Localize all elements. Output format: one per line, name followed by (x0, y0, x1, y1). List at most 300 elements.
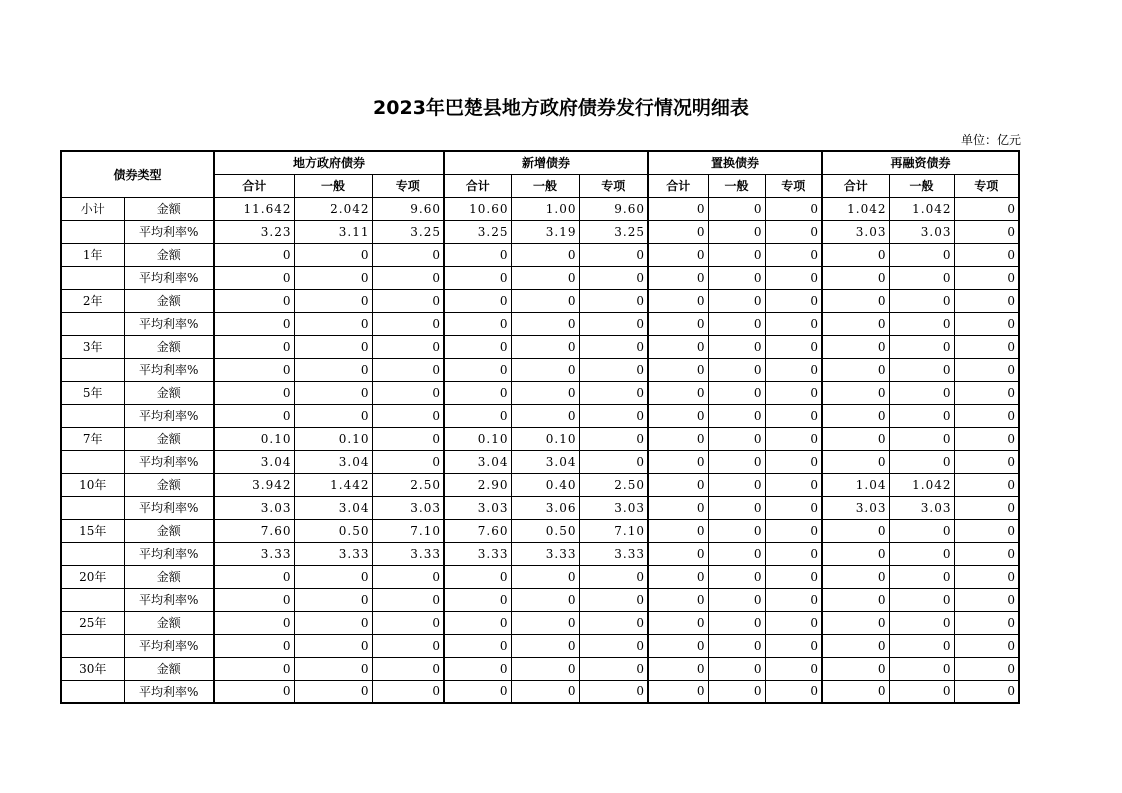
value-cell: 3.33 (214, 542, 294, 565)
value-cell: 0 (765, 450, 822, 473)
value-cell: 0 (372, 588, 444, 611)
value-cell: 0 (372, 358, 444, 381)
sub-header: 专项 (372, 174, 444, 197)
value-cell: 0 (708, 611, 765, 634)
value-cell: 0 (889, 381, 954, 404)
value-cell: 0 (511, 312, 579, 335)
value-cell: 0 (214, 404, 294, 427)
value-cell: 10.60 (444, 197, 511, 220)
value-cell: 0 (511, 680, 579, 703)
unit-label: 单位：亿元 (960, 133, 1021, 147)
value-cell: 0 (294, 312, 372, 335)
value-cell: 0 (648, 680, 708, 703)
value-cell: 0 (765, 565, 822, 588)
value-cell: 0 (822, 565, 889, 588)
value-cell: 0 (444, 381, 511, 404)
value-cell: 0 (765, 358, 822, 381)
metric-cell: 平均利率% (124, 680, 214, 703)
value-cell: 0 (214, 358, 294, 381)
value-cell: 0 (708, 197, 765, 220)
value-cell: 0 (579, 611, 648, 634)
value-cell: 3.25 (579, 220, 648, 243)
value-cell: 0 (648, 657, 708, 680)
value-cell: 0 (579, 634, 648, 657)
value-cell: 0 (954, 611, 1019, 634)
value-cell: 0 (954, 427, 1019, 450)
page-title: 2023年巴楚县地方政府债券发行情况明细表 (373, 97, 749, 119)
term-cell: 10年 (61, 473, 124, 496)
value-cell: 0 (954, 657, 1019, 680)
term-cell: 1年 (61, 243, 124, 266)
metric-cell: 平均利率% (124, 312, 214, 335)
metric-cell: 金额 (124, 473, 214, 496)
value-cell: 0 (372, 657, 444, 680)
value-cell: 3.25 (444, 220, 511, 243)
value-cell: 0 (444, 404, 511, 427)
value-cell: 0 (294, 381, 372, 404)
value-cell: 0 (765, 243, 822, 266)
value-cell: 0 (444, 680, 511, 703)
value-cell: 0 (889, 450, 954, 473)
value-cell: 3.06 (511, 496, 579, 519)
value-cell: 0 (765, 542, 822, 565)
value-cell: 0 (708, 542, 765, 565)
value-cell: 3.04 (511, 450, 579, 473)
value-cell: 0 (511, 358, 579, 381)
table-row (61, 473, 1019, 496)
table-row (61, 381, 1019, 404)
value-cell: 0 (648, 427, 708, 450)
term-cell: 小计 (61, 197, 124, 220)
value-cell: 3.33 (511, 542, 579, 565)
value-cell: 0 (372, 680, 444, 703)
value-cell: 0 (889, 519, 954, 542)
value-cell: 1.042 (889, 197, 954, 220)
value-cell: 0 (765, 289, 822, 312)
term-cell: 3年 (61, 335, 124, 358)
metric-cell: 平均利率% (124, 450, 214, 473)
value-cell: 0 (765, 335, 822, 358)
value-cell: 3.11 (294, 220, 372, 243)
value-cell: 0 (822, 634, 889, 657)
term-cell: 2年 (61, 289, 124, 312)
sub-header: 合计 (214, 174, 294, 197)
value-cell: 0 (444, 289, 511, 312)
metric-cell: 金额 (124, 519, 214, 542)
value-cell: 11.642 (214, 197, 294, 220)
value-cell: 0 (579, 335, 648, 358)
value-cell: 0 (648, 358, 708, 381)
value-cell: 0 (294, 588, 372, 611)
value-cell: 0 (765, 588, 822, 611)
value-cell: 0 (708, 358, 765, 381)
value-cell: 0 (954, 243, 1019, 266)
value-cell: 0 (954, 680, 1019, 703)
value-cell: 0 (889, 335, 954, 358)
metric-cell: 金额 (124, 289, 214, 312)
value-cell: 0 (765, 611, 822, 634)
metric-cell: 平均利率% (124, 404, 214, 427)
sub-header: 一般 (708, 174, 765, 197)
value-cell: 0 (954, 197, 1019, 220)
value-cell: 0 (765, 220, 822, 243)
value-cell: 0 (372, 634, 444, 657)
value-cell: 0 (294, 565, 372, 588)
value-cell: 0 (889, 657, 954, 680)
sub-header: 合计 (648, 174, 708, 197)
value-cell: 0.10 (511, 427, 579, 450)
value-cell: 0 (822, 404, 889, 427)
value-cell: 0 (954, 634, 1019, 657)
value-cell: 0 (708, 427, 765, 450)
value-cell: 0 (511, 588, 579, 611)
value-cell: 0 (372, 450, 444, 473)
value-cell: 0 (214, 657, 294, 680)
value-cell: 0 (648, 634, 708, 657)
value-cell: 0 (648, 335, 708, 358)
metric-cell: 平均利率% (124, 588, 214, 611)
table-row (61, 565, 1019, 588)
value-cell: 0 (444, 335, 511, 358)
value-cell: 0 (822, 312, 889, 335)
table-row (61, 588, 1019, 611)
table-row (61, 450, 1019, 473)
term-cell: 30年 (61, 657, 124, 680)
bond-issuance-table (60, 150, 1020, 704)
value-cell: 3.33 (294, 542, 372, 565)
value-cell: 0 (511, 657, 579, 680)
sub-header: 合计 (444, 174, 511, 197)
metric-cell: 金额 (124, 197, 214, 220)
value-cell: 0 (822, 657, 889, 680)
value-cell: 0 (372, 243, 444, 266)
value-cell: 0 (708, 565, 765, 588)
table-row (61, 266, 1019, 289)
term-cell (61, 358, 124, 381)
table-body (61, 197, 1019, 703)
value-cell: 0 (579, 289, 648, 312)
value-cell: 0 (294, 358, 372, 381)
value-cell: 0 (214, 634, 294, 657)
value-cell: 0 (294, 266, 372, 289)
group-header-local-gov: 地方政府债券 (214, 151, 444, 174)
value-cell: 0 (648, 496, 708, 519)
value-cell: 0 (765, 427, 822, 450)
value-cell: 0 (579, 404, 648, 427)
value-cell: 0 (444, 657, 511, 680)
value-cell: 1.442 (294, 473, 372, 496)
value-cell: 0 (372, 381, 444, 404)
value-cell: 0 (372, 427, 444, 450)
metric-cell: 金额 (124, 335, 214, 358)
value-cell: 0 (372, 266, 444, 289)
value-cell: 3.04 (294, 496, 372, 519)
value-cell: 0 (579, 427, 648, 450)
value-cell: 3.04 (444, 450, 511, 473)
sub-header: 一般 (294, 174, 372, 197)
value-cell: 0 (648, 542, 708, 565)
value-cell: 9.60 (372, 197, 444, 220)
value-cell: 0 (648, 611, 708, 634)
metric-cell: 平均利率% (124, 358, 214, 381)
value-cell: 3.03 (889, 496, 954, 519)
value-cell: 0 (648, 243, 708, 266)
term-cell (61, 220, 124, 243)
value-cell: 0 (765, 381, 822, 404)
value-cell: 0 (214, 335, 294, 358)
value-cell: 0 (372, 335, 444, 358)
term-cell: 5年 (61, 381, 124, 404)
term-cell (61, 450, 124, 473)
value-cell: 3.04 (294, 450, 372, 473)
value-cell: 0 (511, 404, 579, 427)
value-cell: 0 (511, 266, 579, 289)
sub-header: 合计 (822, 174, 889, 197)
value-cell: 0 (294, 611, 372, 634)
value-cell: 7.60 (444, 519, 511, 542)
table-row (61, 657, 1019, 680)
value-cell: 0 (954, 404, 1019, 427)
metric-cell: 平均利率% (124, 496, 214, 519)
sub-header: 专项 (579, 174, 648, 197)
value-cell: 7.10 (372, 519, 444, 542)
value-cell: 0 (648, 220, 708, 243)
value-cell: 0 (765, 404, 822, 427)
corner-header: 债券类型 (61, 151, 214, 197)
value-cell: 3.33 (579, 542, 648, 565)
value-cell: 0 (708, 266, 765, 289)
value-cell: 0 (708, 450, 765, 473)
value-cell: 3.03 (822, 220, 889, 243)
sub-header: 一般 (511, 174, 579, 197)
value-cell: 0 (954, 450, 1019, 473)
value-cell: 0 (648, 565, 708, 588)
table-row (61, 404, 1019, 427)
value-cell: 0 (444, 266, 511, 289)
value-cell: 0 (765, 657, 822, 680)
value-cell: 0 (444, 588, 511, 611)
value-cell: 1.04 (822, 473, 889, 496)
value-cell: 0 (708, 657, 765, 680)
value-cell: 0 (822, 243, 889, 266)
value-cell: 0 (954, 588, 1019, 611)
value-cell: 0 (708, 680, 765, 703)
value-cell: 0 (214, 266, 294, 289)
value-cell: 0.10 (294, 427, 372, 450)
value-cell: 0 (889, 358, 954, 381)
value-cell: 0.50 (294, 519, 372, 542)
group-header-replacement: 置换债券 (648, 151, 822, 174)
metric-cell: 平均利率% (124, 542, 214, 565)
value-cell: 7.10 (579, 519, 648, 542)
metric-cell: 金额 (124, 243, 214, 266)
value-cell: 0 (765, 519, 822, 542)
term-cell (61, 266, 124, 289)
value-cell: 0 (444, 243, 511, 266)
term-cell (61, 404, 124, 427)
value-cell: 0 (765, 312, 822, 335)
value-cell: 0 (214, 611, 294, 634)
value-cell: 0 (708, 335, 765, 358)
value-cell: 0 (822, 680, 889, 703)
value-cell: 3.33 (372, 542, 444, 565)
value-cell: 0 (765, 473, 822, 496)
metric-cell: 平均利率% (124, 220, 214, 243)
value-cell: 2.50 (579, 473, 648, 496)
value-cell: 0 (822, 588, 889, 611)
value-cell: 0 (889, 404, 954, 427)
value-cell: 0 (954, 381, 1019, 404)
group-header-new: 新增债券 (444, 151, 648, 174)
value-cell: 0 (708, 243, 765, 266)
value-cell: 0 (708, 496, 765, 519)
value-cell: 3.03 (214, 496, 294, 519)
value-cell: 0 (294, 680, 372, 703)
value-cell: 0 (294, 634, 372, 657)
value-cell: 0 (511, 335, 579, 358)
table-row (61, 243, 1019, 266)
term-cell (61, 634, 124, 657)
value-cell: 0 (708, 519, 765, 542)
value-cell: 0 (579, 312, 648, 335)
value-cell: 0 (822, 611, 889, 634)
value-cell: 0 (511, 243, 579, 266)
value-cell: 0 (648, 588, 708, 611)
value-cell: 0 (822, 266, 889, 289)
term-cell (61, 542, 124, 565)
value-cell: 0 (889, 588, 954, 611)
value-cell: 0.10 (214, 427, 294, 450)
value-cell: 0 (648, 289, 708, 312)
value-cell: 0 (294, 657, 372, 680)
value-cell: 0 (648, 519, 708, 542)
value-cell: 0 (372, 289, 444, 312)
value-cell: 0 (822, 519, 889, 542)
value-cell: 0 (579, 381, 648, 404)
value-cell: 1.042 (889, 473, 954, 496)
value-cell: 0 (708, 404, 765, 427)
value-cell: 0 (648, 197, 708, 220)
value-cell: 0 (954, 312, 1019, 335)
metric-cell: 金额 (124, 611, 214, 634)
value-cell: 0 (889, 680, 954, 703)
sub-header: 专项 (765, 174, 822, 197)
value-cell: 0 (708, 289, 765, 312)
value-cell: 0 (444, 565, 511, 588)
value-cell: 0 (708, 312, 765, 335)
value-cell: 3.03 (889, 220, 954, 243)
term-cell: 25年 (61, 611, 124, 634)
value-cell: 0 (765, 634, 822, 657)
table-row (61, 496, 1019, 519)
value-cell: 0 (822, 381, 889, 404)
value-cell: 0 (889, 565, 954, 588)
value-cell: 0 (294, 243, 372, 266)
value-cell: 0 (579, 358, 648, 381)
term-cell (61, 312, 124, 335)
value-cell: 0 (444, 312, 511, 335)
value-cell: 0 (765, 197, 822, 220)
value-cell: 0.10 (444, 427, 511, 450)
value-cell: 0 (708, 381, 765, 404)
value-cell: 0 (511, 634, 579, 657)
metric-cell: 金额 (124, 657, 214, 680)
value-cell: 0 (214, 381, 294, 404)
value-cell: 0 (765, 680, 822, 703)
value-cell: 0 (214, 565, 294, 588)
value-cell: 1.00 (511, 197, 579, 220)
value-cell: 1.042 (822, 197, 889, 220)
value-cell: 2.042 (294, 197, 372, 220)
value-cell: 0 (511, 611, 579, 634)
term-cell: 7年 (61, 427, 124, 450)
value-cell: 3.04 (214, 450, 294, 473)
value-cell: 0 (372, 404, 444, 427)
value-cell: 0 (954, 565, 1019, 588)
value-cell: 0 (579, 243, 648, 266)
value-cell: 0 (579, 266, 648, 289)
value-cell: 0 (294, 289, 372, 312)
value-cell: 0 (511, 381, 579, 404)
value-cell: 0 (579, 657, 648, 680)
table-row (61, 427, 1019, 450)
value-cell: 0 (294, 335, 372, 358)
value-cell: 0 (214, 588, 294, 611)
value-cell: 0 (889, 266, 954, 289)
value-cell: 0 (954, 496, 1019, 519)
metric-cell: 金额 (124, 565, 214, 588)
value-cell: 0 (579, 450, 648, 473)
value-cell: 3.03 (579, 496, 648, 519)
sub-header: 一般 (889, 174, 954, 197)
value-cell: 0 (579, 588, 648, 611)
value-cell: 0 (954, 542, 1019, 565)
value-cell: 0.50 (511, 519, 579, 542)
value-cell: 9.60 (579, 197, 648, 220)
value-cell: 0 (954, 473, 1019, 496)
value-cell: 0 (822, 450, 889, 473)
value-cell: 0 (648, 381, 708, 404)
value-cell: 0 (372, 565, 444, 588)
value-cell: 0 (372, 312, 444, 335)
value-cell: 0 (954, 519, 1019, 542)
metric-cell: 平均利率% (124, 634, 214, 657)
term-cell: 20年 (61, 565, 124, 588)
value-cell: 0 (889, 312, 954, 335)
table-row (61, 289, 1019, 312)
value-cell: 0 (444, 611, 511, 634)
value-cell: 0 (822, 358, 889, 381)
value-cell: 0 (579, 565, 648, 588)
value-cell: 0 (708, 220, 765, 243)
value-cell: 0 (708, 634, 765, 657)
value-cell: 0 (954, 266, 1019, 289)
value-cell: 0 (648, 312, 708, 335)
header-row-groups (61, 151, 1019, 174)
value-cell: 0 (214, 312, 294, 335)
value-cell: 7.60 (214, 519, 294, 542)
value-cell: 0 (579, 680, 648, 703)
value-cell: 0.40 (511, 473, 579, 496)
value-cell: 0 (954, 289, 1019, 312)
term-cell (61, 496, 124, 519)
value-cell: 0 (889, 243, 954, 266)
value-cell: 0 (648, 473, 708, 496)
value-cell: 0 (444, 634, 511, 657)
group-header-refinancing: 再融资债券 (822, 151, 1019, 174)
term-cell (61, 680, 124, 703)
value-cell: 2.90 (444, 473, 511, 496)
